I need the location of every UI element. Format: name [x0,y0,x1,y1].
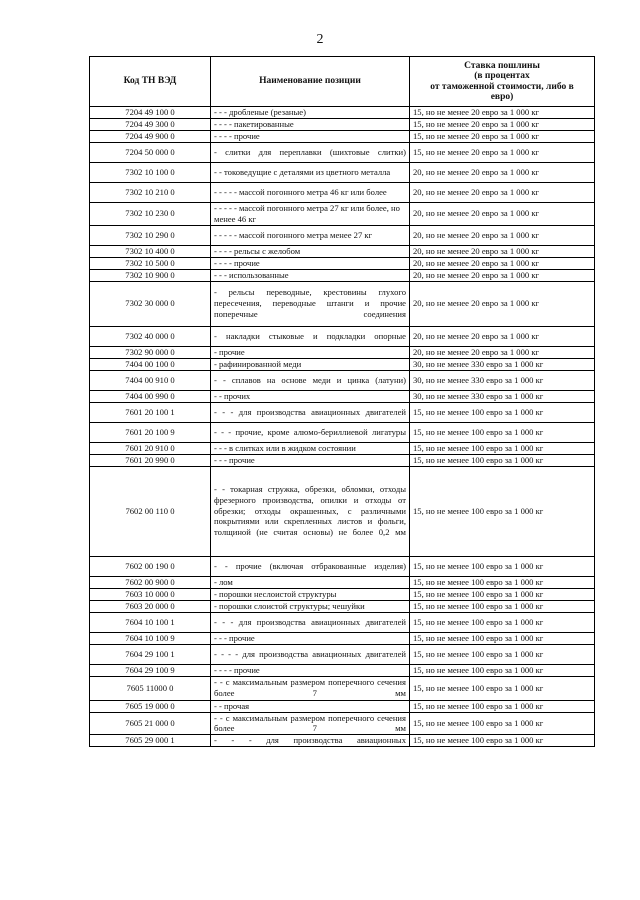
table-row [90,131,595,143]
rate-cell: 20, но не менее 20 евро за 1 000 кг [410,183,595,203]
name-cell: - - - - прочие [211,664,410,676]
name-cell: - - - прочие [211,632,410,644]
rate-cell: 15, но не менее 20 евро за 1 000 кг [410,119,595,131]
rate-cell: 15, но не менее 100 евро за 1 000 кг [410,664,595,676]
rate-cell: 20, но не менее 20 евро за 1 000 кг [410,346,595,358]
code-cell: 7302 10 400 0 [90,245,211,257]
table-row [90,163,595,183]
code-cell: 7601 20 910 0 [90,442,211,454]
name-cell: - порошки неслоистой структуры [211,588,410,600]
name-cell: - слитки для переплавки (шихтовые слитки) [211,143,410,163]
rate-cell: 15, но не менее 100 евро за 1 000 кг [410,676,595,700]
table-row [90,203,595,226]
table-row [90,281,595,326]
table-row [90,576,595,588]
header-name: Наименование позиции [211,57,410,107]
tariff-table [89,56,595,747]
name-cell: - - с максимальным размером поперечного сечения более 7 мм [211,676,410,700]
name-cell: - - - прочие, кроме алюмо-бериллиевой лигатуры [211,422,410,442]
name-cell: - - - прочие [211,454,410,466]
rate-cell: 15, но не менее 100 евро за 1 000 кг [410,402,595,422]
name-cell: - - токоведущие с деталями из цветного металла [211,163,410,183]
header-rate-line: (в процентах [474,71,530,81]
header-code: Код ТН ВЭД [90,57,211,107]
rate-cell: 20, но не менее 20 евро за 1 000 кг [410,257,595,269]
code-cell: 7404 00 990 0 [90,390,211,402]
code-cell: 7302 10 500 0 [90,257,211,269]
rate-cell: 15, но не менее 100 евро за 1 000 кг [410,700,595,712]
name-cell: - - с максимальным размером поперечного сечения более 7 мм [211,712,410,735]
header-rate-line: евро) [490,92,514,102]
table-row [90,257,595,269]
name-cell: - рафинированной меди [211,358,410,370]
code-cell: 7603 10 000 0 [90,588,211,600]
code-cell: 7601 20 100 9 [90,422,211,442]
code-cell: 7302 90 000 0 [90,346,211,358]
code-cell: 7604 10 100 9 [90,632,211,644]
rate-cell: 15, но не менее 100 евро за 1 000 кг [410,612,595,632]
rate-cell: 15, но не менее 20 евро за 1 000 кг [410,143,595,163]
code-cell: 7302 40 000 0 [90,326,211,346]
name-cell: - - - - прочие [211,131,410,143]
table-header [90,57,595,107]
table-row [90,466,595,556]
table-row [90,326,595,346]
header-rate-line: от таможенной стоимости, либо в [430,81,574,92]
table-row [90,370,595,390]
table-row [90,644,595,664]
name-cell: - накладки стыковые и подкладки опорные [211,326,410,346]
table-body [90,107,595,747]
rate-cell: 15, но не менее 100 евро за 1 000 кг [410,600,595,612]
name-cell: - порошки слоистой структуры; чешуйки [211,600,410,612]
name-cell: - - - - прочие [211,257,410,269]
table-row [90,358,595,370]
table-row [90,390,595,402]
rate-cell: 30, но не менее 330 евро за 1 000 кг [410,370,595,390]
rate-cell: 15, но не менее 100 евро за 1 000 кг [410,454,595,466]
table-row [90,664,595,676]
rate-cell: 15, но не менее 20 евро за 1 000 кг [410,107,595,119]
rate-cell: 30, но не менее 330 евро за 1 000 кг [410,358,595,370]
name-cell: - - - - для производства авиационных двигателей [211,644,410,664]
name-cell: - - - - рельсы с желобом [211,245,410,257]
name-cell: - - - дробленые (резаные) [211,107,410,119]
code-cell: 7602 00 900 0 [90,576,211,588]
rate-cell: 20, но не менее 20 евро за 1 000 кг [410,269,595,281]
table-row [90,588,595,600]
code-cell: 7302 10 290 0 [90,225,211,245]
table-row [90,183,595,203]
table-row [90,735,595,747]
code-cell: 7601 20 990 0 [90,454,211,466]
code-cell: 7204 49 900 0 [90,131,211,143]
rate-cell: 15, но не менее 100 евро за 1 000 кг [410,422,595,442]
code-cell: 7605 21 000 0 [90,712,211,735]
rate-cell: 15, но не менее 100 евро за 1 000 кг [410,588,595,600]
table-row [90,612,595,632]
code-cell: 7602 00 110 0 [90,466,211,556]
header-rate-line: Ставка пошлины [464,60,540,71]
table-row [90,454,595,466]
name-cell: - - - для производства авиационных двигателей [211,402,410,422]
code-cell: 7603 20 000 0 [90,600,211,612]
code-cell: 7302 30 000 0 [90,281,211,326]
name-cell: - - - - пакетированные [211,119,410,131]
name-cell: - прочие [211,346,410,358]
table-row [90,442,595,454]
name-cell: - - - для производства авиационных двигателей [211,612,410,632]
table-row [90,245,595,257]
name-cell: - - - для производства авиационных [211,735,410,747]
table-row [90,269,595,281]
rate-cell: 15, но не менее 100 евро за 1 000 кг [410,712,595,735]
table-row [90,700,595,712]
code-cell: 7602 00 190 0 [90,556,211,576]
code-cell: 7404 00 910 0 [90,370,211,390]
table-row [90,119,595,131]
table-row [90,402,595,422]
rate-cell: 20, но не менее 20 евро за 1 000 кг [410,245,595,257]
code-cell: 7204 49 100 0 [90,107,211,119]
rate-cell: 20, но не менее 20 евро за 1 000 кг [410,225,595,245]
code-cell: 7302 10 230 0 [90,203,211,226]
rate-cell: 20, но не менее 20 евро за 1 000 кг [410,326,595,346]
table-row [90,600,595,612]
table-row [90,346,595,358]
table-row [90,225,595,245]
code-cell: 7604 10 100 1 [90,612,211,632]
table-row [90,143,595,163]
code-cell: 7204 49 300 0 [90,119,211,131]
name-cell: - - - использованные [211,269,410,281]
code-cell: 7605 19 000 0 [90,700,211,712]
table-row [90,107,595,119]
name-cell: - - - - - массой погонного метра 27 кг или более, но менее 46 кг [211,203,410,226]
rate-cell: 15, но не менее 100 евро за 1 000 кг [410,556,595,576]
rate-cell: 15, но не менее 20 евро за 1 000 кг [410,131,595,143]
name-cell: - - - в слитках или в жидком состоянии [211,442,410,454]
rate-cell: 20, но не менее 20 евро за 1 000 кг [410,203,595,226]
code-cell: 7605 29 000 1 [90,735,211,747]
header-rate [410,57,595,107]
header-row [90,57,595,107]
rate-cell: 15, но не менее 100 евро за 1 000 кг [410,442,595,454]
name-cell: - - токарная стружка, обрезки, обломки, отходы фрезерного производства, опилки и отходы от обрезки; отходы окрашенных, с различными покрытиями или скрепленных листов и фольги, толщиной (не считая основы) не более 0,2 мм [211,466,410,556]
rate-cell: 15, но не менее 100 евро за 1 000 кг [410,466,595,556]
name-cell: - - - - - массой погонного метра 46 кг или более [211,183,410,203]
rate-cell: 20, но не менее 20 евро за 1 000 кг [410,281,595,326]
name-cell: - лом [211,576,410,588]
table-row [90,712,595,735]
rate-cell: 15, но не менее 100 евро за 1 000 кг [410,735,595,747]
code-cell: 7605 11000 0 [90,676,211,700]
name-cell: - рельсы переводные, крестовины глухого пересечения, переводные штанги и прочие поперечные соединения [211,281,410,326]
rate-cell: 30, но не менее 330 евро за 1 000 кг [410,390,595,402]
code-cell: 7601 20 100 1 [90,402,211,422]
code-cell: 7404 00 100 0 [90,358,211,370]
code-cell: 7604 29 100 1 [90,644,211,664]
table-row [90,632,595,644]
rate-cell: 20, но не менее 20 евро за 1 000 кг [410,163,595,183]
code-cell: 7302 10 210 0 [90,183,211,203]
table-row [90,556,595,576]
table-row [90,422,595,442]
name-cell: - - прочие (включая отбракованные изделия) [211,556,410,576]
name-cell: - - прочая [211,700,410,712]
rate-cell: 15, но не менее 100 евро за 1 000 кг [410,576,595,588]
name-cell: - - прочих [211,390,410,402]
code-cell: 7204 50 000 0 [90,143,211,163]
code-cell: 7604 29 100 9 [90,664,211,676]
code-cell: 7302 10 100 0 [90,163,211,183]
name-cell: - - сплавов на основе меди и цинка (латуни) [211,370,410,390]
name-cell: - - - - - массой погонного метра менее 27 кг [211,225,410,245]
rate-cell: 15, но не менее 100 евро за 1 000 кг [410,632,595,644]
table-row [90,676,595,700]
rate-cell: 15, но не менее 100 евро за 1 000 кг [410,644,595,664]
code-cell: 7302 10 900 0 [90,269,211,281]
page-number: 2 [316,32,324,47]
